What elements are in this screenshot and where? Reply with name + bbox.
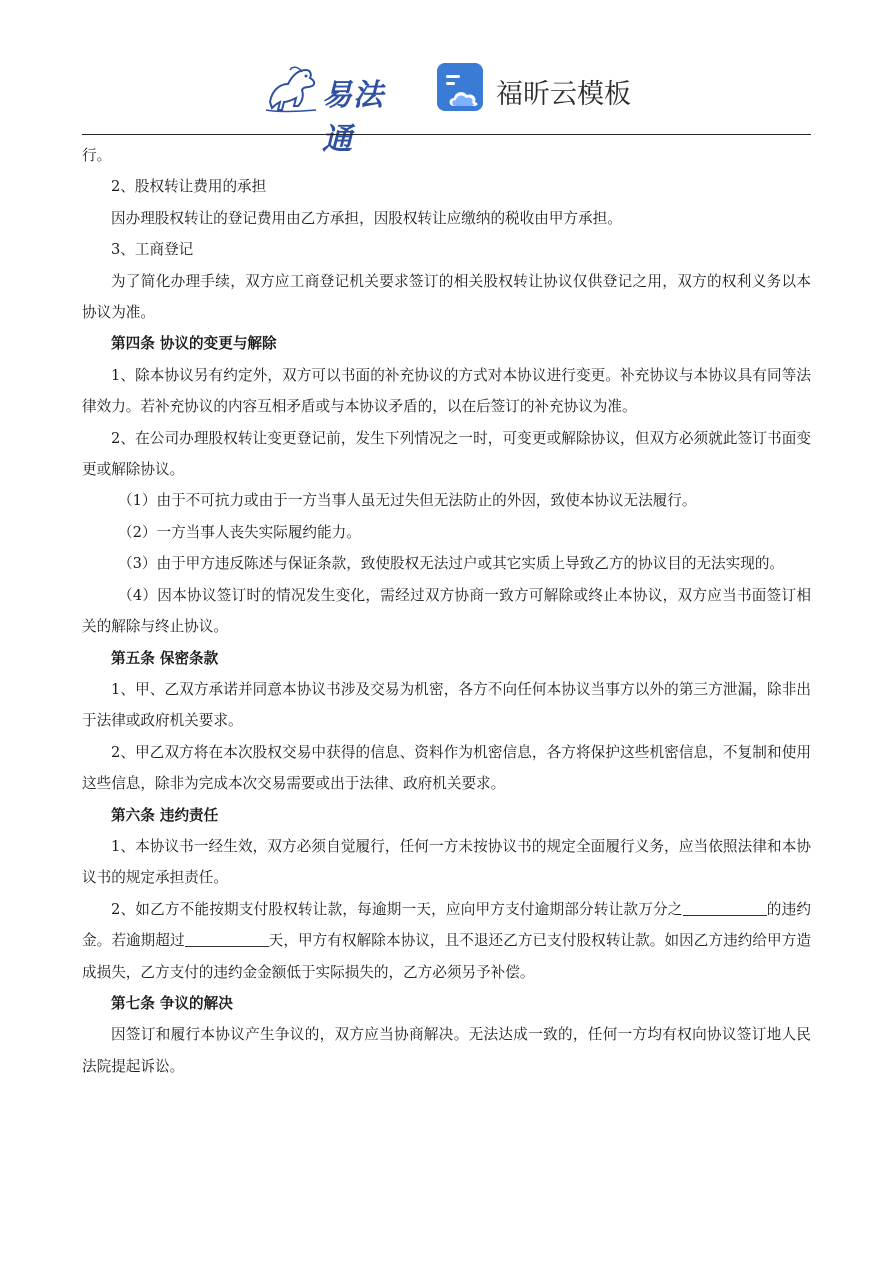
text-run: 天，甲方有权解除本协议，且不退还乙方已支付股权转让款。如因乙方违约给甲方造成损失，乙方支付的违约金金额低于实际损失的，乙方必须另予补偿。 (82, 932, 811, 981)
foxit-template-logo (436, 62, 636, 118)
cloud-doc-icon (436, 62, 486, 114)
section-heading: 第六条 违约责任 (111, 806, 219, 824)
header-divider (82, 134, 811, 135)
page-header (0, 58, 893, 157)
paragraph: 1、甲、乙双方承诺并同意本协议书涉及交易为机密，各方不向任何本协议当事方以外的第三方泄漏，除非出于法律或政府机关要求。 (82, 680, 811, 730)
text-run: 的违约金。若逾期超过 (82, 900, 811, 950)
logo1-label: 易法通 (322, 78, 384, 157)
paragraph: 因签订和履行本协议产生争议的，双方应当协商解决。无法达成一致的，任何一方均有权向协议签订地人民法院提起诉讼。 (82, 1026, 811, 1075)
document-body (82, 140, 811, 1082)
paragraph: 2、甲乙双方将在本次股权交易中获得的信息、资料作为机密信息，各方将保护这些机密信息，不复制和使用这些信息，除非为完成本次交易需要或出于法律、政府机关要求。 (82, 743, 811, 793)
section-heading: 第七条 争议的解决 (111, 994, 233, 1012)
text-run: 2、如乙方不能按期支付股权转让款，每逾期一天，应向甲方支付逾期部分转让款万分之 (111, 900, 683, 918)
paragraph: 1、本协议书一经生效，双方必须自觉履行，任何一方未按协议书的规定全面履行义务，应当依照法律和本协议书的规定承担责任。 (82, 837, 811, 887)
paragraph: （1）由于不可抗力或由于一方当事人虽无过失但无法防止的外因，致使本协议无法履行。 (118, 492, 697, 510)
paragraph: 行。 (82, 147, 112, 164)
fill-in-blank[interactable] (185, 930, 269, 947)
paragraph: 3、工商登记 (111, 241, 194, 259)
paragraph: 1、除本协议另有约定外，双方可以书面的补充协议的方式对本协议进行变更。补充协议与本协议具有同等法律效力。若补充协议的内容互相矛盾或与本协议矛盾的，以在后签订的补充协议为准。 (82, 366, 811, 416)
paragraph: （3）由于甲方违反陈述与保证条款，致使股权无法过户或其它实质上导致乙方的协议目的无法实现的。 (118, 555, 785, 573)
paragraph: 为了简化办理手续，双方应工商登记机关要求签订的相关股权转让协议仅供登记之用，双方的权利义务以本协议为准。 (82, 272, 811, 322)
paragraph: （2）一方当事人丧失实际履约能力。 (118, 523, 361, 541)
logo2-label: 福昕云模板 (496, 79, 631, 110)
section-heading: 第四条 协议的变更与解除 (111, 335, 277, 353)
yifatong-logo (262, 62, 412, 157)
horse-emblem-icon (262, 62, 322, 116)
section-heading: 第五条 保密条款 (111, 649, 219, 667)
paragraph-with-blanks (82, 894, 811, 988)
paragraph: 因办理股权转让的登记费用由乙方承担，因股权转让应缴纳的税收由甲方承担。 (111, 209, 622, 227)
fill-in-blank[interactable] (683, 899, 767, 916)
paragraph: 2、在公司办理股权转让变更登记前，发生下列情况之一时，可变更或解除协议，但双方必须就此签订书面变更或解除协议。 (82, 429, 811, 479)
paragraph: 2、股权转让费用的承担 (111, 178, 267, 196)
paragraph: （4）因本协议签订时的情况发生变化，需经过双方协商一致方可解除或终止本协议，双方应当书面签订相关的解除与终止协议。 (82, 586, 811, 636)
